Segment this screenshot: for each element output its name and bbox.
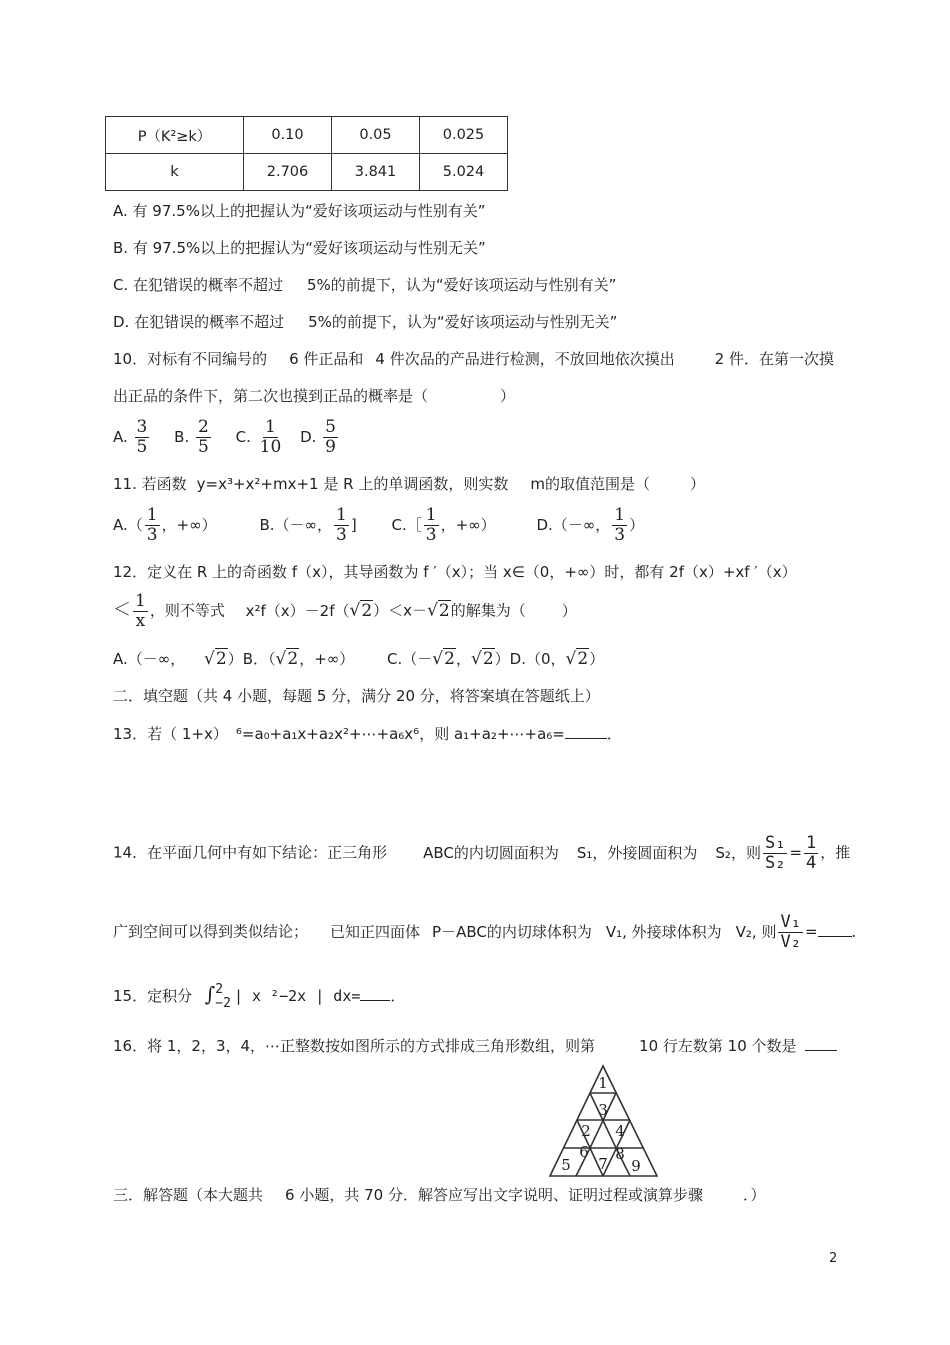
table-cell: 3.841: [332, 154, 420, 191]
q14-text: ，推: [820, 843, 851, 862]
denominator: S₂: [764, 852, 786, 873]
integral-sign: ∫: [204, 982, 216, 1006]
section-3-text: 三．解答题（本大题共: [113, 1186, 264, 1204]
q14-text: 已知正四面体: [330, 922, 421, 941]
numerator: 5: [325, 417, 336, 437]
denominator: 5: [136, 436, 148, 457]
section-3-text: 6 小题，共 70 分．解答应写出文字说明、证明过程或演算步骤: [285, 1186, 703, 1204]
equals: =: [789, 843, 803, 862]
denominator: 10: [259, 436, 282, 457]
section-3-heading: [113, 1184, 765, 1205]
option-tail: ）: [629, 515, 645, 534]
table-cell: 0.10: [244, 117, 332, 154]
fraction: [258, 418, 284, 456]
q10-text: 出正品的条件下，第二次也摸到正品的概率是（: [113, 387, 429, 405]
numerator: 1: [425, 505, 437, 525]
q15-text: 15．定积分: [113, 987, 193, 1005]
answer-blank[interactable]: [565, 724, 607, 739]
q16-text: 10 行左数第 10 个数是: [639, 1037, 797, 1055]
sqrt: √2: [349, 600, 373, 621]
q10-text: 6 件正品和: [289, 350, 364, 368]
q13-text: 13．若（ 1+x）: [113, 725, 228, 743]
equals: =: [804, 922, 818, 941]
fraction: [323, 418, 338, 456]
numerator: S₁: [764, 833, 786, 853]
q14-text: ．: [851, 922, 867, 941]
q10-option-d: [300, 417, 340, 457]
q10-text: ）: [500, 387, 516, 405]
triangle-number: 3: [598, 1101, 608, 1119]
numerator: 1: [146, 505, 158, 525]
numerator: V₁: [780, 912, 801, 932]
q12-text: 的解集为（: [450, 601, 526, 620]
q11-options: [113, 506, 644, 544]
upper-limit: 2: [215, 981, 224, 997]
q12-option-text: ）B．（: [227, 650, 276, 668]
q14-text: 14．在平面几何中有如下结论：正三角形: [113, 843, 388, 862]
table-row: [106, 154, 508, 191]
denominator: 3: [614, 524, 626, 545]
q14-text: P－ABC的内切球体积为: [432, 922, 592, 941]
answer-blank[interactable]: [805, 1036, 837, 1051]
option-label: A.（: [113, 515, 143, 534]
critical-value-table: [105, 116, 508, 191]
table-cell: 5.024: [420, 154, 508, 191]
q15: [113, 982, 405, 1010]
radicand: 2: [577, 649, 589, 669]
q9-option-a: A. 有 97.5%以上的把握认为“爱好该项运动与性别有关”: [113, 202, 486, 220]
numerator: 3: [136, 417, 148, 437]
q10-line1: [113, 348, 834, 369]
answer-blank[interactable]: [818, 922, 852, 937]
radicand: 2: [438, 600, 450, 621]
fraction: [334, 506, 349, 544]
q14-text: S₁，外接圆面积为: [576, 843, 698, 862]
table-cell: 2.706: [244, 154, 332, 191]
q10-text: 10．对标有不同编号的: [113, 350, 268, 368]
fraction: [424, 506, 439, 544]
option-label: B.（－∞，: [259, 515, 333, 534]
q11-text: ）: [689, 475, 705, 493]
fraction: [196, 418, 211, 456]
q14-text: S₂，则: [715, 843, 761, 862]
q12-text: x²f（x）－2f（: [245, 601, 350, 620]
fraction: [145, 506, 160, 544]
integral-limits: [215, 983, 231, 1010]
fraction: [804, 834, 818, 872]
option-label: D.: [300, 427, 317, 446]
q12-text: ，则不等式: [149, 601, 225, 620]
q9-c-pre: C. 在犯错误的概率不超过: [113, 276, 284, 294]
q12-options: [113, 648, 604, 669]
triangle-number: 1: [598, 1074, 608, 1092]
denominator: 3: [146, 524, 158, 545]
numerator: 2: [198, 417, 209, 437]
sqrt: √2: [204, 649, 227, 669]
answer-blank[interactable]: [360, 986, 390, 1001]
q10-options: [113, 418, 340, 456]
radicand: 2: [444, 649, 455, 669]
option-tail: ，+∞）: [161, 515, 217, 534]
q12-option-text: ，+∞）: [299, 650, 355, 668]
q10-text: 2 件．在第一次摸: [714, 350, 835, 368]
q10-option-c: [235, 417, 286, 457]
q10-text: 4 件次品的产品进行检测，不放回地依次摸出: [375, 350, 675, 368]
integrand: | x ²−2x | dx=: [233, 987, 361, 1005]
triangle-number: 6: [579, 1143, 589, 1161]
q9-option-b: B. 有 97.5%以上的把握认为“爱好该项运动与性别无关”: [113, 239, 486, 257]
q11-text: y=x³+x²+mx+1 是 R 上的单调函数，则实数: [196, 475, 509, 493]
numerator: 1: [336, 505, 347, 525]
fraction: [763, 834, 787, 872]
q13: [113, 723, 622, 744]
q11-stem: [113, 473, 705, 494]
fraction: [612, 506, 627, 544]
triangle-number: 9: [631, 1157, 641, 1175]
q12-text: ）: [561, 601, 577, 620]
page-number: 2: [829, 1251, 838, 1266]
q11-option-a: [113, 505, 217, 545]
q13-text: ．: [606, 725, 622, 743]
q11-option-d: [536, 505, 645, 545]
triangle-number: 4: [615, 1122, 625, 1140]
q11-text: m的取值范围是（: [530, 475, 650, 493]
q14-line1: [113, 834, 850, 872]
sqrt: √2: [470, 649, 494, 669]
table-row: [106, 117, 508, 154]
q12-option-text: ）: [589, 650, 605, 668]
option-label: C.: [235, 427, 251, 446]
q12-line2: [113, 592, 577, 630]
table-cell: P（K²≥k）: [106, 117, 244, 154]
denominator: 4: [806, 852, 817, 873]
numerator: 1: [265, 417, 276, 437]
option-label: A.: [113, 427, 128, 446]
q12-text: ）＜x－: [373, 601, 428, 620]
less-than: ＜: [113, 599, 131, 621]
q16-text: 16．将 1，2，3，4，⋯正整数按如图所示的方式排成三角形数组，则第: [113, 1037, 596, 1055]
q14-line2: [113, 913, 867, 951]
q12-option-text: A.（－∞，: [113, 650, 186, 668]
numerator: 1: [135, 591, 146, 611]
table-cell: k: [106, 154, 244, 191]
q10-line2: [113, 385, 515, 406]
q14-text: 广到空间可以得到类似结论；: [113, 922, 309, 941]
radicand: 2: [361, 600, 373, 621]
q13-text: ⁶=a₀+a₁x+a₂x²+⋯+a₆x⁶，则 a₁+a₂+⋯+a₆=: [235, 725, 565, 743]
fraction: [778, 913, 802, 951]
q9-d-post: 5%的前提下，认为“爱好该项运动与性别无关”: [308, 313, 618, 331]
number-triangle-figure: [546, 1064, 661, 1178]
q11-text: 11. 若函数: [113, 475, 187, 493]
q12-option-text: ）D.（0，: [494, 650, 566, 668]
denominator: 5: [198, 436, 209, 457]
denominator: 9: [325, 436, 336, 457]
q10-option-b: [174, 417, 213, 457]
option-tail: ，+∞）: [440, 515, 496, 534]
section-3-text: ．）: [742, 1186, 766, 1204]
radicand: 2: [215, 649, 227, 669]
q14-text: V₂, 则: [735, 922, 777, 941]
denominator: 3: [336, 524, 347, 545]
q12-option-text: ，: [455, 650, 471, 668]
triangle-number: 8: [615, 1145, 625, 1163]
triangle-number: 5: [561, 1156, 571, 1174]
section-2-heading: 二．填空题（共 4 小题，每题 5 分，满分 20 分，将答案填在答题纸上）: [113, 687, 600, 705]
lower-limit: −2: [215, 995, 231, 1011]
denominator: 3: [425, 524, 437, 545]
q11-option-c: [391, 505, 496, 545]
fraction: [135, 418, 150, 456]
option-label: B.: [174, 427, 190, 446]
q11-option-b: [259, 505, 357, 545]
sqrt: √2: [565, 649, 589, 669]
option-label: D.（－∞，: [536, 515, 611, 534]
numerator: 1: [806, 833, 817, 853]
q12-option-text: C.（－: [387, 650, 433, 668]
table-cell: 0.05: [332, 117, 420, 154]
triangle-number: 2: [581, 1122, 591, 1140]
numerator: 1: [614, 505, 626, 525]
table-cell: 0.025: [420, 117, 508, 154]
denominator: V₂: [780, 931, 801, 952]
q9-option-c: [113, 274, 616, 295]
q9-d-pre: D. 在犯错误的概率不超过: [113, 313, 285, 331]
option-label: C.［: [391, 515, 422, 534]
radicand: 2: [287, 649, 299, 669]
option-tail: ]: [350, 515, 357, 534]
denominator: x: [135, 610, 146, 631]
sqrt: √2: [275, 649, 299, 669]
triangle-number: 7: [598, 1155, 608, 1173]
sqrt: √2: [427, 600, 450, 621]
fraction: [133, 592, 148, 630]
q10-option-a: [113, 417, 151, 457]
q14-text: V₁, 外接球体积为: [605, 922, 722, 941]
sqrt: √2: [432, 649, 455, 669]
q9-c-post: 5%的前提下，认为“爱好该项运动与性别有关”: [307, 276, 617, 294]
q15-text: ．: [390, 987, 406, 1005]
q12-line1: 12．定义在 R 上的奇函数 f（x），其导函数为 f ′（x）；当 x∈（0，+∞）时，都有 2f（x）+xf ′（x）: [113, 563, 797, 581]
q16: [113, 1035, 837, 1056]
radicand: 2: [482, 649, 494, 669]
q9-option-d: [113, 311, 617, 332]
q14-text: ABC的内切圆面积为: [423, 843, 559, 862]
